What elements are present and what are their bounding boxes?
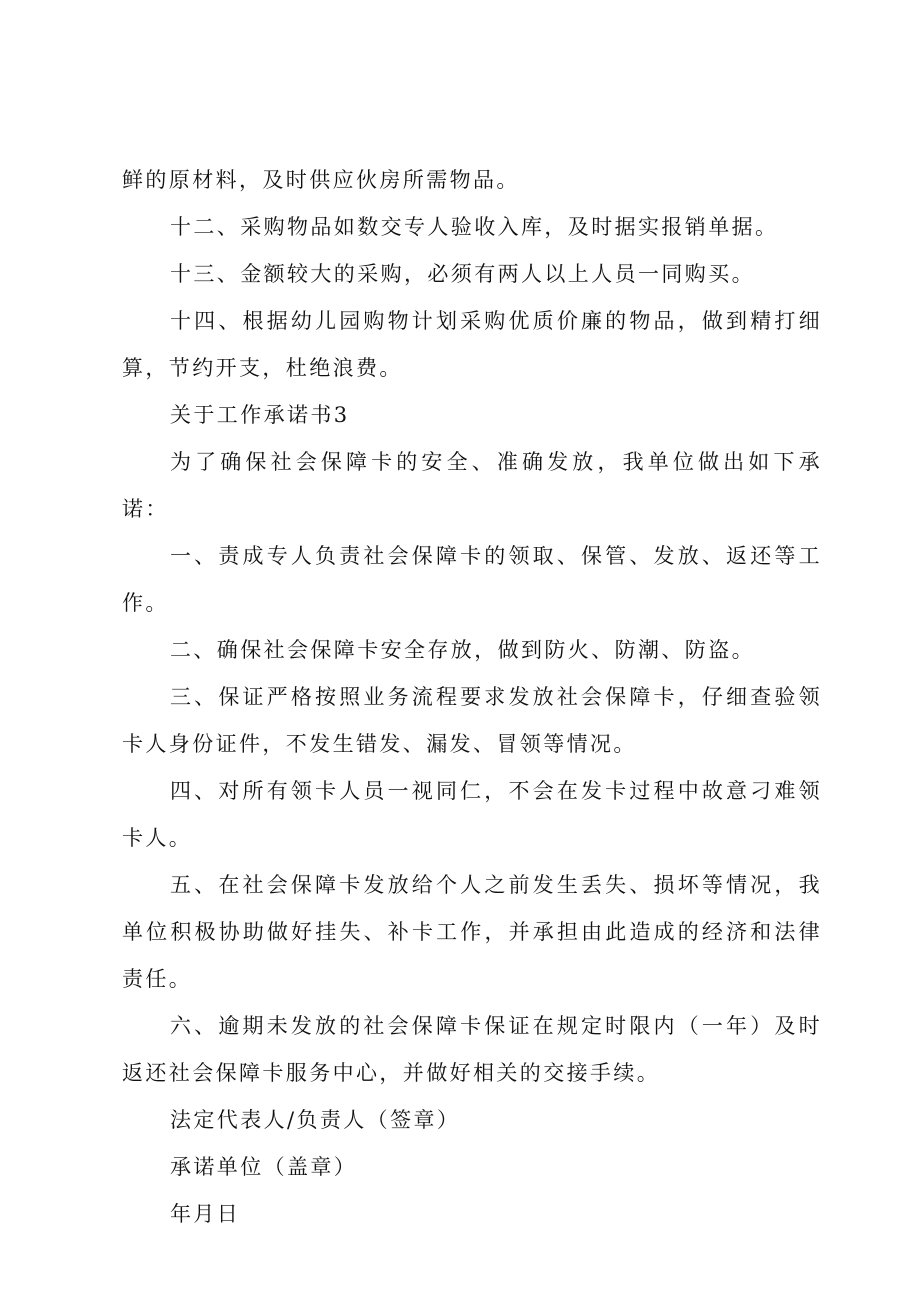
paragraph-item-14: 十四、根据幼儿园购物计划采购优质价廉的物品，做到精打细算，节约开支，杜绝浪费。 [122,309,822,380]
paragraph-item-2: 二、确保社会保障卡安全存放，做到防火、防潮、防盗。 [170,638,755,662]
section-heading: 关于工作承诺书3 [170,403,350,427]
paragraph-continuation: 鲜的原材料，及时供应伙房所需物品。 [122,168,520,192]
paragraph-item-6: 六、逾期未发放的社会保障卡保证在规定时限内（一年）及时返还社会保障卡服务中心，并做好相关的交接手续。 [122,1014,822,1085]
paragraph-item-5: 五、在社会保障卡发放给个人之前发生丢失、损坏等情况，我单位积极协助做好挂失、补卡工作，并承担由此造成的经济和法律责任。 [122,873,822,991]
paragraph-item-4: 四、对所有领卡人员一视同仁，不会在发卡过程中故意刁难领卡人。 [122,779,822,850]
paragraph-item-3: 三、保证严格按照业务流程要求发放社会保障卡，仔细查验领卡人身份证件，不发生错发、漏发、冒领等情况。 [122,685,822,756]
paragraph-item-13: 十三、金额较大的采购，必须有两人以上人员一同购买。 [170,262,755,286]
signature-legal-rep: 法定代表人/负责人（签章） [170,1108,461,1132]
paragraph-item-1: 一、责成专人负责社会保障卡的领取、保管、发放、返还等工作。 [122,544,822,615]
signature-date: 年月日 [170,1202,241,1226]
signature-unit: 承诺单位（盖章） [170,1155,358,1179]
paragraph-intro: 为了确保社会保障卡的安全、准确发放，我单位做出如下承诺： [122,450,822,521]
document-body [122,157,822,1238]
paragraph-item-12: 十二、采购物品如数交专人验收入库，及时据实报销单据。 [170,215,779,239]
